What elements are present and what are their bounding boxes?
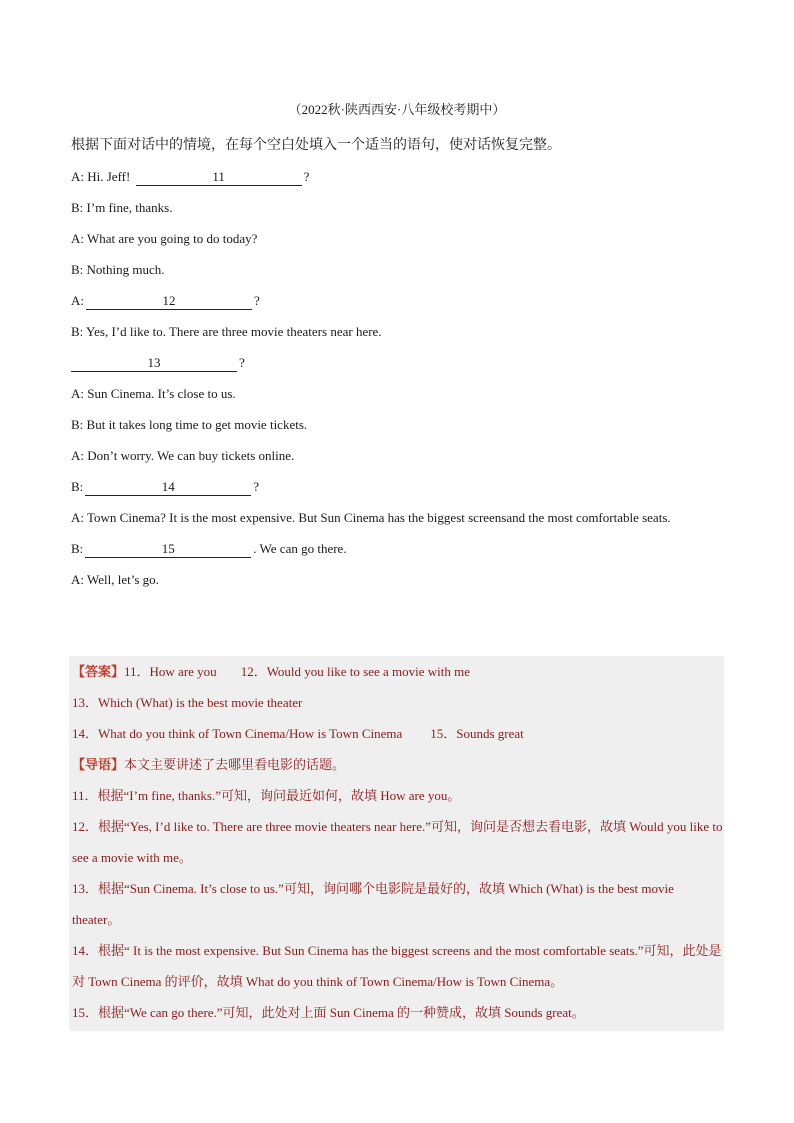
blank-15: 15	[85, 541, 251, 558]
dialogue-line-4: B: Nothing much.	[71, 262, 165, 277]
explanation-12: 12．根据“Yes, I’d like to. There are three movie theaters near here.”可知，询问是否想去看电影，故填 Would you like to see a movie with me。	[72, 819, 723, 865]
sentence-tail: . We can go there.	[253, 541, 347, 556]
speaker-text: A: Hi. Jeff!	[71, 169, 131, 184]
speaker-text: B:	[71, 479, 84, 494]
dialogue-line-2: B: I’m fine, thanks.	[71, 200, 173, 215]
dialogue-line-7	[71, 347, 731, 378]
blank-12: 12	[86, 293, 252, 310]
dialogue-line-13	[71, 533, 731, 564]
dialogue-line-3: A: What are you going to do today?	[71, 231, 258, 246]
answer-line-3	[72, 718, 724, 749]
speaker-text: A:	[71, 293, 84, 308]
speaker-text: B:	[71, 541, 84, 556]
answer-line-1	[72, 656, 724, 687]
source-line: （2022秋·陕西西安·八年级校考期中）	[288, 102, 506, 117]
dialogue-line-6: B: Yes, I’d like to. There are three movie theaters near here.	[71, 324, 382, 339]
dialogue-line-10: A: Don’t worry. We can buy tickets online.	[71, 448, 295, 463]
explanation-13: 13．根据“Sun Cinema. It’s close to us.”可知，询问哪个电影院是最好的，故填 Which (What) is the best movie theater。	[72, 881, 674, 927]
answer-12: 12．Would you like to see a movie with me	[240, 664, 470, 679]
answer-14: 14．What do you think of Town Cinema/How is Town Cinema	[72, 726, 403, 741]
answer-tag: 【答案】	[72, 664, 125, 679]
blank-13: 13	[71, 355, 237, 372]
punctuation: ?	[254, 293, 260, 308]
question-section	[71, 130, 731, 595]
answer-13: 13．Which (What) is the best movie theater	[72, 695, 303, 710]
explanation-14: 14．根据“ It is the most expensive. But Sun Cinema has the biggest screens and the most comfortable seats.”可知，此处是对 Town Cinema 的评价，故填 What do you think of Town Cinema/How is Town Cinema。	[72, 943, 722, 989]
instruction: 根据下面对话中的情境，在每个空白处填入一个适当的语句，使对话恢复完整。	[71, 138, 561, 153]
guide-text: 本文主要讲述了去哪里看电影的话题。	[124, 757, 346, 772]
explanation-11: 11．根据“I’m fine, thanks.”可知，询问最近如何，故填 How are you。	[72, 788, 461, 803]
dialogue-line-14: A: Well, let’s go.	[71, 572, 159, 587]
answer-15: 15．Sounds great	[430, 726, 524, 741]
blank-14: 14	[85, 479, 251, 496]
answer-section	[69, 656, 724, 1031]
punctuation: ?	[253, 479, 260, 494]
dialogue-line-5	[71, 285, 731, 316]
answer-11: 11．How are you	[124, 664, 217, 679]
explanation-15: 15．根据“We can go there.”可知，此处对上面 Sun Cinema 的一种赞成，故填 Sounds great。	[72, 1005, 585, 1020]
dialogue-line-8: A: Sun Cinema. It’s close to us.	[71, 386, 236, 401]
blank-11: 11	[136, 169, 302, 186]
guide-tag: 【导语】	[72, 757, 125, 772]
dialogue-line-11	[71, 471, 731, 502]
guide-line	[72, 749, 724, 780]
dialogue-line-9: B: But it takes long time to get movie tickets.	[71, 417, 308, 432]
punctuation: ?	[303, 169, 310, 184]
dialogue-line-12: A: Town Cinema? It is the most expensive. But Sun Cinema has the biggest screensand the most comfortable seats.	[71, 510, 671, 525]
punctuation: ?	[239, 355, 245, 370]
dialogue-line-1	[71, 161, 731, 192]
